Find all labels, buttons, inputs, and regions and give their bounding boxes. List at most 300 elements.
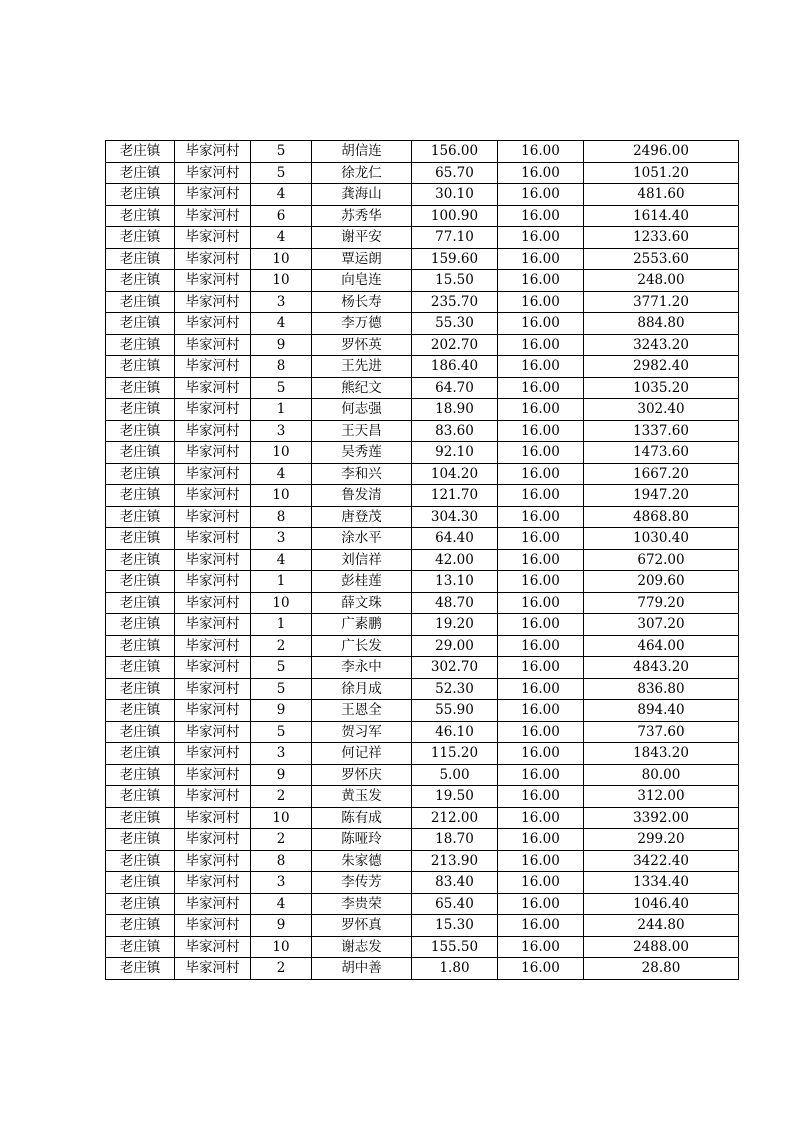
name-cell: 李贵荣 — [312, 893, 412, 915]
town-cell: 老庄镇 — [106, 377, 175, 399]
amount-cell: 80.00 — [584, 764, 739, 786]
group-cell: 10 — [251, 248, 312, 270]
table-row — [106, 399, 739, 421]
amount-cell: 302.40 — [584, 399, 739, 421]
village-cell: 毕家河村 — [175, 399, 251, 421]
table-row — [106, 528, 739, 550]
amount-cell: 481.60 — [584, 184, 739, 206]
area-cell: 159.60 — [412, 248, 498, 270]
area-cell: 92.10 — [412, 442, 498, 464]
table-row — [106, 592, 739, 614]
rate-cell: 16.00 — [498, 485, 584, 507]
area-cell: 156.00 — [412, 141, 498, 163]
area-cell: 155.50 — [412, 936, 498, 958]
amount-cell: 2488.00 — [584, 936, 739, 958]
group-cell: 1 — [251, 399, 312, 421]
group-cell: 3 — [251, 420, 312, 442]
village-cell: 毕家河村 — [175, 248, 251, 270]
group-cell: 10 — [251, 270, 312, 292]
rate-cell: 16.00 — [498, 592, 584, 614]
area-cell: 186.40 — [412, 356, 498, 378]
rate-cell: 16.00 — [498, 377, 584, 399]
town-cell: 老庄镇 — [106, 205, 175, 227]
name-cell: 涂水平 — [312, 528, 412, 550]
amount-cell: 1051.20 — [584, 162, 739, 184]
area-cell: 100.90 — [412, 205, 498, 227]
area-cell: 202.70 — [412, 334, 498, 356]
amount-cell: 4843.20 — [584, 657, 739, 679]
area-cell: 65.70 — [412, 162, 498, 184]
town-cell: 老庄镇 — [106, 657, 175, 679]
village-cell: 毕家河村 — [175, 549, 251, 571]
village-cell: 毕家河村 — [175, 764, 251, 786]
name-cell: 贺习军 — [312, 721, 412, 743]
rate-cell: 16.00 — [498, 334, 584, 356]
table-row — [106, 850, 739, 872]
group-cell: 9 — [251, 700, 312, 722]
table-row — [106, 248, 739, 270]
name-cell: 杨长寿 — [312, 291, 412, 313]
name-cell: 彭桂莲 — [312, 571, 412, 593]
town-cell: 老庄镇 — [106, 463, 175, 485]
name-cell: 徐龙仁 — [312, 162, 412, 184]
village-cell: 毕家河村 — [175, 678, 251, 700]
town-cell: 老庄镇 — [106, 571, 175, 593]
rate-cell: 16.00 — [498, 807, 584, 829]
rate-cell: 16.00 — [498, 141, 584, 163]
name-cell: 唐登茂 — [312, 506, 412, 528]
group-cell: 10 — [251, 807, 312, 829]
table-row — [106, 205, 739, 227]
name-cell: 谢平安 — [312, 227, 412, 249]
town-cell: 老庄镇 — [106, 700, 175, 722]
village-cell: 毕家河村 — [175, 162, 251, 184]
village-cell: 毕家河村 — [175, 829, 251, 851]
name-cell: 吴秀莲 — [312, 442, 412, 464]
table-row — [106, 162, 739, 184]
name-cell: 薛文珠 — [312, 592, 412, 614]
village-cell: 毕家河村 — [175, 528, 251, 550]
area-cell: 48.70 — [412, 592, 498, 614]
amount-cell: 1334.40 — [584, 872, 739, 894]
area-cell: 42.00 — [412, 549, 498, 571]
table-row — [106, 420, 739, 442]
rate-cell: 16.00 — [498, 635, 584, 657]
table-row — [106, 270, 739, 292]
group-cell: 4 — [251, 184, 312, 206]
town-cell: 老庄镇 — [106, 850, 175, 872]
group-cell: 8 — [251, 506, 312, 528]
name-cell: 刘信祥 — [312, 549, 412, 571]
village-cell: 毕家河村 — [175, 743, 251, 765]
town-cell: 老庄镇 — [106, 915, 175, 937]
name-cell: 广长发 — [312, 635, 412, 657]
village-cell: 毕家河村 — [175, 184, 251, 206]
town-cell: 老庄镇 — [106, 356, 175, 378]
table-row — [106, 227, 739, 249]
rate-cell: 16.00 — [498, 893, 584, 915]
group-cell: 2 — [251, 786, 312, 808]
rate-cell: 16.00 — [498, 184, 584, 206]
table-body — [106, 141, 739, 980]
amount-cell: 1035.20 — [584, 377, 739, 399]
name-cell: 朱家德 — [312, 850, 412, 872]
group-cell: 3 — [251, 743, 312, 765]
rate-cell: 16.00 — [498, 420, 584, 442]
table-row — [106, 549, 739, 571]
area-cell: 213.90 — [412, 850, 498, 872]
name-cell: 王天昌 — [312, 420, 412, 442]
amount-cell: 1667.20 — [584, 463, 739, 485]
village-cell: 毕家河村 — [175, 227, 251, 249]
rate-cell: 16.00 — [498, 313, 584, 335]
village-cell: 毕家河村 — [175, 571, 251, 593]
table-row — [106, 764, 739, 786]
group-cell: 5 — [251, 657, 312, 679]
area-cell: 55.30 — [412, 313, 498, 335]
village-cell: 毕家河村 — [175, 850, 251, 872]
name-cell: 王先进 — [312, 356, 412, 378]
group-cell: 5 — [251, 377, 312, 399]
area-cell: 19.20 — [412, 614, 498, 636]
amount-cell: 244.80 — [584, 915, 739, 937]
group-cell: 8 — [251, 850, 312, 872]
town-cell: 老庄镇 — [106, 635, 175, 657]
town-cell: 老庄镇 — [106, 485, 175, 507]
table-row — [106, 721, 739, 743]
village-cell: 毕家河村 — [175, 420, 251, 442]
town-cell: 老庄镇 — [106, 248, 175, 270]
town-cell: 老庄镇 — [106, 270, 175, 292]
village-cell: 毕家河村 — [175, 334, 251, 356]
amount-cell: 884.80 — [584, 313, 739, 335]
area-cell: 115.20 — [412, 743, 498, 765]
area-cell: 15.30 — [412, 915, 498, 937]
area-cell: 18.70 — [412, 829, 498, 851]
rate-cell: 16.00 — [498, 614, 584, 636]
name-cell: 陈有成 — [312, 807, 412, 829]
name-cell: 何志强 — [312, 399, 412, 421]
village-cell: 毕家河村 — [175, 592, 251, 614]
table-row — [106, 700, 739, 722]
rate-cell: 16.00 — [498, 506, 584, 528]
rate-cell: 16.00 — [498, 162, 584, 184]
town-cell: 老庄镇 — [106, 442, 175, 464]
group-cell: 4 — [251, 463, 312, 485]
table-row — [106, 872, 739, 894]
amount-cell: 312.00 — [584, 786, 739, 808]
table-row — [106, 635, 739, 657]
rate-cell: 16.00 — [498, 743, 584, 765]
group-cell: 10 — [251, 442, 312, 464]
rate-cell: 16.00 — [498, 678, 584, 700]
village-cell: 毕家河村 — [175, 291, 251, 313]
rate-cell: 16.00 — [498, 657, 584, 679]
amount-cell: 1233.60 — [584, 227, 739, 249]
village-cell: 毕家河村 — [175, 807, 251, 829]
amount-cell: 894.40 — [584, 700, 739, 722]
town-cell: 老庄镇 — [106, 807, 175, 829]
group-cell: 5 — [251, 162, 312, 184]
group-cell: 10 — [251, 485, 312, 507]
table-row — [106, 893, 739, 915]
table-row — [106, 786, 739, 808]
table-row — [106, 657, 739, 679]
area-cell: 64.40 — [412, 528, 498, 550]
town-cell: 老庄镇 — [106, 313, 175, 335]
amount-cell: 1337.60 — [584, 420, 739, 442]
village-cell: 毕家河村 — [175, 313, 251, 335]
group-cell: 2 — [251, 635, 312, 657]
table-row — [106, 334, 739, 356]
amount-cell: 672.00 — [584, 549, 739, 571]
area-cell: 83.60 — [412, 420, 498, 442]
village-cell: 毕家河村 — [175, 721, 251, 743]
group-cell: 4 — [251, 227, 312, 249]
group-cell: 3 — [251, 528, 312, 550]
amount-cell: 3422.40 — [584, 850, 739, 872]
area-cell: 304.30 — [412, 506, 498, 528]
table-row — [106, 915, 739, 937]
town-cell: 老庄镇 — [106, 162, 175, 184]
name-cell: 罗怀英 — [312, 334, 412, 356]
table-row — [106, 958, 739, 980]
town-cell: 老庄镇 — [106, 184, 175, 206]
amount-cell: 2982.40 — [584, 356, 739, 378]
amount-cell: 1046.40 — [584, 893, 739, 915]
town-cell: 老庄镇 — [106, 528, 175, 550]
amount-cell: 2553.60 — [584, 248, 739, 270]
name-cell: 陈哑玲 — [312, 829, 412, 851]
town-cell: 老庄镇 — [106, 227, 175, 249]
village-cell: 毕家河村 — [175, 506, 251, 528]
table-row — [106, 678, 739, 700]
area-cell: 52.30 — [412, 678, 498, 700]
area-cell: 235.70 — [412, 291, 498, 313]
area-cell: 29.00 — [412, 635, 498, 657]
area-cell: 5.00 — [412, 764, 498, 786]
name-cell: 李万德 — [312, 313, 412, 335]
village-cell: 毕家河村 — [175, 270, 251, 292]
amount-cell: 209.60 — [584, 571, 739, 593]
rate-cell: 16.00 — [498, 829, 584, 851]
rate-cell: 16.00 — [498, 463, 584, 485]
amount-cell: 1614.40 — [584, 205, 739, 227]
group-cell: 9 — [251, 334, 312, 356]
group-cell: 3 — [251, 872, 312, 894]
village-cell: 毕家河村 — [175, 377, 251, 399]
group-cell: 8 — [251, 356, 312, 378]
amount-cell: 3392.00 — [584, 807, 739, 829]
amount-cell: 1843.20 — [584, 743, 739, 765]
town-cell: 老庄镇 — [106, 549, 175, 571]
amount-cell: 1030.40 — [584, 528, 739, 550]
rate-cell: 16.00 — [498, 571, 584, 593]
rate-cell: 16.00 — [498, 442, 584, 464]
area-cell: 18.90 — [412, 399, 498, 421]
rate-cell: 16.00 — [498, 549, 584, 571]
area-cell: 15.50 — [412, 270, 498, 292]
amount-cell: 28.80 — [584, 958, 739, 980]
table-row — [106, 184, 739, 206]
amount-cell: 3771.20 — [584, 291, 739, 313]
name-cell: 徐月成 — [312, 678, 412, 700]
table-row — [106, 506, 739, 528]
table-row — [106, 807, 739, 829]
group-cell: 2 — [251, 958, 312, 980]
town-cell: 老庄镇 — [106, 399, 175, 421]
group-cell: 4 — [251, 549, 312, 571]
name-cell: 胡中善 — [312, 958, 412, 980]
group-cell: 5 — [251, 141, 312, 163]
rate-cell: 16.00 — [498, 528, 584, 550]
group-cell: 5 — [251, 678, 312, 700]
town-cell: 老庄镇 — [106, 764, 175, 786]
name-cell: 李永中 — [312, 657, 412, 679]
table-row — [106, 141, 739, 163]
name-cell: 李和兴 — [312, 463, 412, 485]
amount-cell: 307.20 — [584, 614, 739, 636]
rate-cell: 16.00 — [498, 248, 584, 270]
amount-cell: 299.20 — [584, 829, 739, 851]
amount-cell: 737.60 — [584, 721, 739, 743]
amount-cell: 248.00 — [584, 270, 739, 292]
table-row — [106, 291, 739, 313]
rate-cell: 16.00 — [498, 872, 584, 894]
table-row — [106, 485, 739, 507]
table-row — [106, 463, 739, 485]
village-cell: 毕家河村 — [175, 958, 251, 980]
group-cell: 9 — [251, 764, 312, 786]
name-cell: 向皂连 — [312, 270, 412, 292]
village-cell: 毕家河村 — [175, 463, 251, 485]
town-cell: 老庄镇 — [106, 141, 175, 163]
rate-cell: 16.00 — [498, 227, 584, 249]
town-cell: 老庄镇 — [106, 829, 175, 851]
group-cell: 10 — [251, 592, 312, 614]
name-cell: 龚海山 — [312, 184, 412, 206]
amount-cell: 4868.80 — [584, 506, 739, 528]
area-cell: 55.90 — [412, 700, 498, 722]
town-cell: 老庄镇 — [106, 678, 175, 700]
village-cell: 毕家河村 — [175, 614, 251, 636]
amount-cell: 1473.60 — [584, 442, 739, 464]
name-cell: 李传芳 — [312, 872, 412, 894]
table-row — [106, 743, 739, 765]
group-cell: 1 — [251, 571, 312, 593]
table-row — [106, 936, 739, 958]
village-cell: 毕家河村 — [175, 205, 251, 227]
name-cell: 罗怀真 — [312, 915, 412, 937]
town-cell: 老庄镇 — [106, 592, 175, 614]
area-cell: 104.20 — [412, 463, 498, 485]
village-cell: 毕家河村 — [175, 915, 251, 937]
amount-cell: 2496.00 — [584, 141, 739, 163]
village-cell: 毕家河村 — [175, 786, 251, 808]
group-cell: 6 — [251, 205, 312, 227]
village-cell: 毕家河村 — [175, 657, 251, 679]
town-cell: 老庄镇 — [106, 936, 175, 958]
town-cell: 老庄镇 — [106, 420, 175, 442]
table-row — [106, 442, 739, 464]
rate-cell: 16.00 — [498, 399, 584, 421]
table-row — [106, 614, 739, 636]
rate-cell: 16.00 — [498, 936, 584, 958]
amount-cell: 3243.20 — [584, 334, 739, 356]
table-row — [106, 571, 739, 593]
rate-cell: 16.00 — [498, 764, 584, 786]
name-cell: 覃运朗 — [312, 248, 412, 270]
group-cell: 5 — [251, 721, 312, 743]
group-cell: 10 — [251, 936, 312, 958]
table-row — [106, 356, 739, 378]
village-cell: 毕家河村 — [175, 141, 251, 163]
village-cell: 毕家河村 — [175, 700, 251, 722]
town-cell: 老庄镇 — [106, 334, 175, 356]
name-cell: 广素鹏 — [312, 614, 412, 636]
village-cell: 毕家河村 — [175, 442, 251, 464]
area-cell: 302.70 — [412, 657, 498, 679]
name-cell: 罗怀庆 — [312, 764, 412, 786]
area-cell: 64.70 — [412, 377, 498, 399]
group-cell: 2 — [251, 829, 312, 851]
area-cell: 1.80 — [412, 958, 498, 980]
rate-cell: 16.00 — [498, 850, 584, 872]
village-cell: 毕家河村 — [175, 635, 251, 657]
rate-cell: 16.00 — [498, 721, 584, 743]
data-table — [105, 140, 739, 980]
name-cell: 熊纪文 — [312, 377, 412, 399]
group-cell: 4 — [251, 893, 312, 915]
name-cell: 谢志发 — [312, 936, 412, 958]
town-cell: 老庄镇 — [106, 721, 175, 743]
rate-cell: 16.00 — [498, 915, 584, 937]
village-cell: 毕家河村 — [175, 485, 251, 507]
town-cell: 老庄镇 — [106, 743, 175, 765]
amount-cell: 464.00 — [584, 635, 739, 657]
village-cell: 毕家河村 — [175, 893, 251, 915]
area-cell: 30.10 — [412, 184, 498, 206]
rate-cell: 16.00 — [498, 786, 584, 808]
town-cell: 老庄镇 — [106, 614, 175, 636]
village-cell: 毕家河村 — [175, 356, 251, 378]
table-row — [106, 313, 739, 335]
rate-cell: 16.00 — [498, 700, 584, 722]
town-cell: 老庄镇 — [106, 958, 175, 980]
amount-cell: 1947.20 — [584, 485, 739, 507]
name-cell: 鲁发清 — [312, 485, 412, 507]
rate-cell: 16.00 — [498, 291, 584, 313]
area-cell: 46.10 — [412, 721, 498, 743]
area-cell: 65.40 — [412, 893, 498, 915]
area-cell: 19.50 — [412, 786, 498, 808]
group-cell: 9 — [251, 915, 312, 937]
rate-cell: 16.00 — [498, 356, 584, 378]
town-cell: 老庄镇 — [106, 872, 175, 894]
rate-cell: 16.00 — [498, 958, 584, 980]
amount-cell: 779.20 — [584, 592, 739, 614]
area-cell: 77.10 — [412, 227, 498, 249]
town-cell: 老庄镇 — [106, 786, 175, 808]
village-cell: 毕家河村 — [175, 936, 251, 958]
table-row — [106, 829, 739, 851]
town-cell: 老庄镇 — [106, 506, 175, 528]
rate-cell: 16.00 — [498, 205, 584, 227]
name-cell: 胡信连 — [312, 141, 412, 163]
name-cell: 苏秀华 — [312, 205, 412, 227]
table-row — [106, 377, 739, 399]
group-cell: 4 — [251, 313, 312, 335]
